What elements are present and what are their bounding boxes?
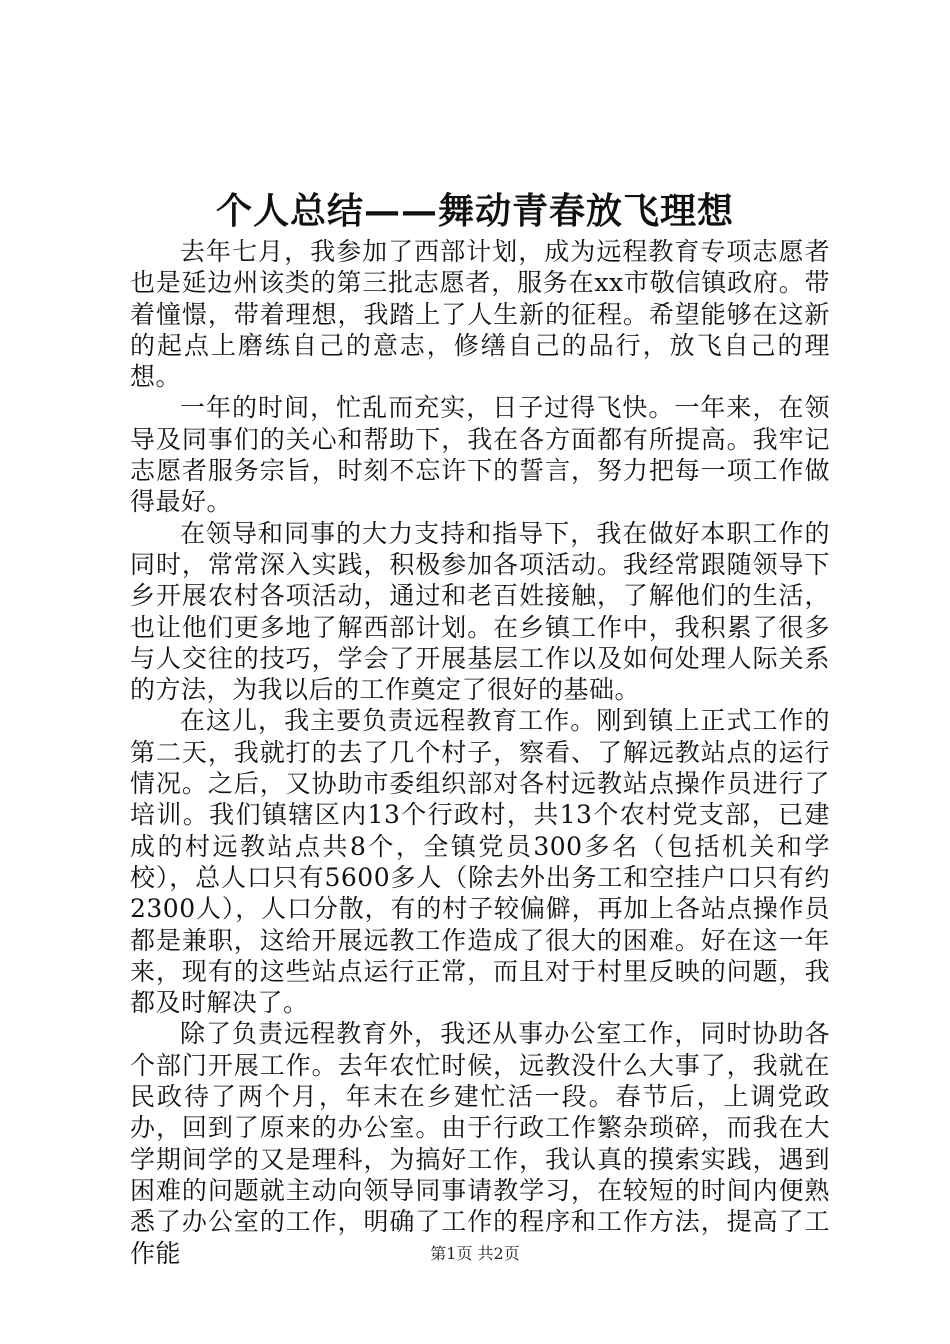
document-body <box>130 236 830 1269</box>
page-number-footer: 第1页 共2页 <box>430 1244 520 1263</box>
paragraph-4: 在这儿，我主要负责远程教育工作。刚到镇上正式工作的第二天，我就打的去了几个村子，察看、了解远教站点的运行情况。之后，又协助市委组织部对各村远教站点操作员进行了培训。我们镇辖区内13个行政村，共13个农村党支部，已建成的村远教站点共8个，全镇党员300多名（包括机关和学校），总人口只有5600多人（除去外出务工和空挂户口只有约2300人），人口分散，有的村子较偏僻，再加上各站点操作员都是兼职，这给开展远教工作造成了很大的困难。好在这一年来，现有的这些站点运行正常，而且对于村里反映的问题，我都及时解决了。 <box>130 706 830 1018</box>
paragraph-1: 去年七月，我参加了西部计划，成为远程教育专项志愿者也是延边州该类的第三批志愿者，服务在xx市敬信镇政府。带着憧憬，带着理想，我踏上了人生新的征程。希望能够在这新的起点上磨练自己的意志，修缮自己的品行，放飞自己的理想。 <box>130 237 830 392</box>
paragraph-2: 一年的时间，忙乱而充实，日子过得飞快。一年来，在领导及同事们的关心和帮助下，我在各方面都有所提高。我牢记志愿者服务宗旨，时刻不忘许下的誓言，努力把每一项工作做得最好。 <box>130 393 830 517</box>
document-title: 个人总结——舞动青春放飞理想 <box>215 190 734 232</box>
paragraph-5: 除了负责远程教育外，我还从事办公室工作，同时协助各个部门开展工作。去年农忙时候，远教没什么大事了，我就在民政待了两个月，年末在乡建忙活一段。春节后，上调党政办，回到了原来的办公室。由于行政工作繁杂琐碎，而我在大学期间学的又是理科，为搞好工作，我认真的摸索实践，遇到困难的问题就主动向领导同事请教学习，在较短的时间内便熟悉了办公室的工作，明确了工作的程序和工作方法，提高了工作能 <box>130 1019 830 1268</box>
paragraph-3: 在领导和同事的大力支持和指导下，我在做好本职工作的同时，常常深入实践，积极参加各项活动。我经常跟随领导下乡开展农村各项活动，通过和老百姓接触，了解他们的生活，也让他们更多地了解西部计划。在乡镇工作中，我积累了很多与人交往的技巧，学会了开展基层工作以及如何处理人际关系的方法，为我以后的工作奠定了很好的基础。 <box>130 518 830 705</box>
